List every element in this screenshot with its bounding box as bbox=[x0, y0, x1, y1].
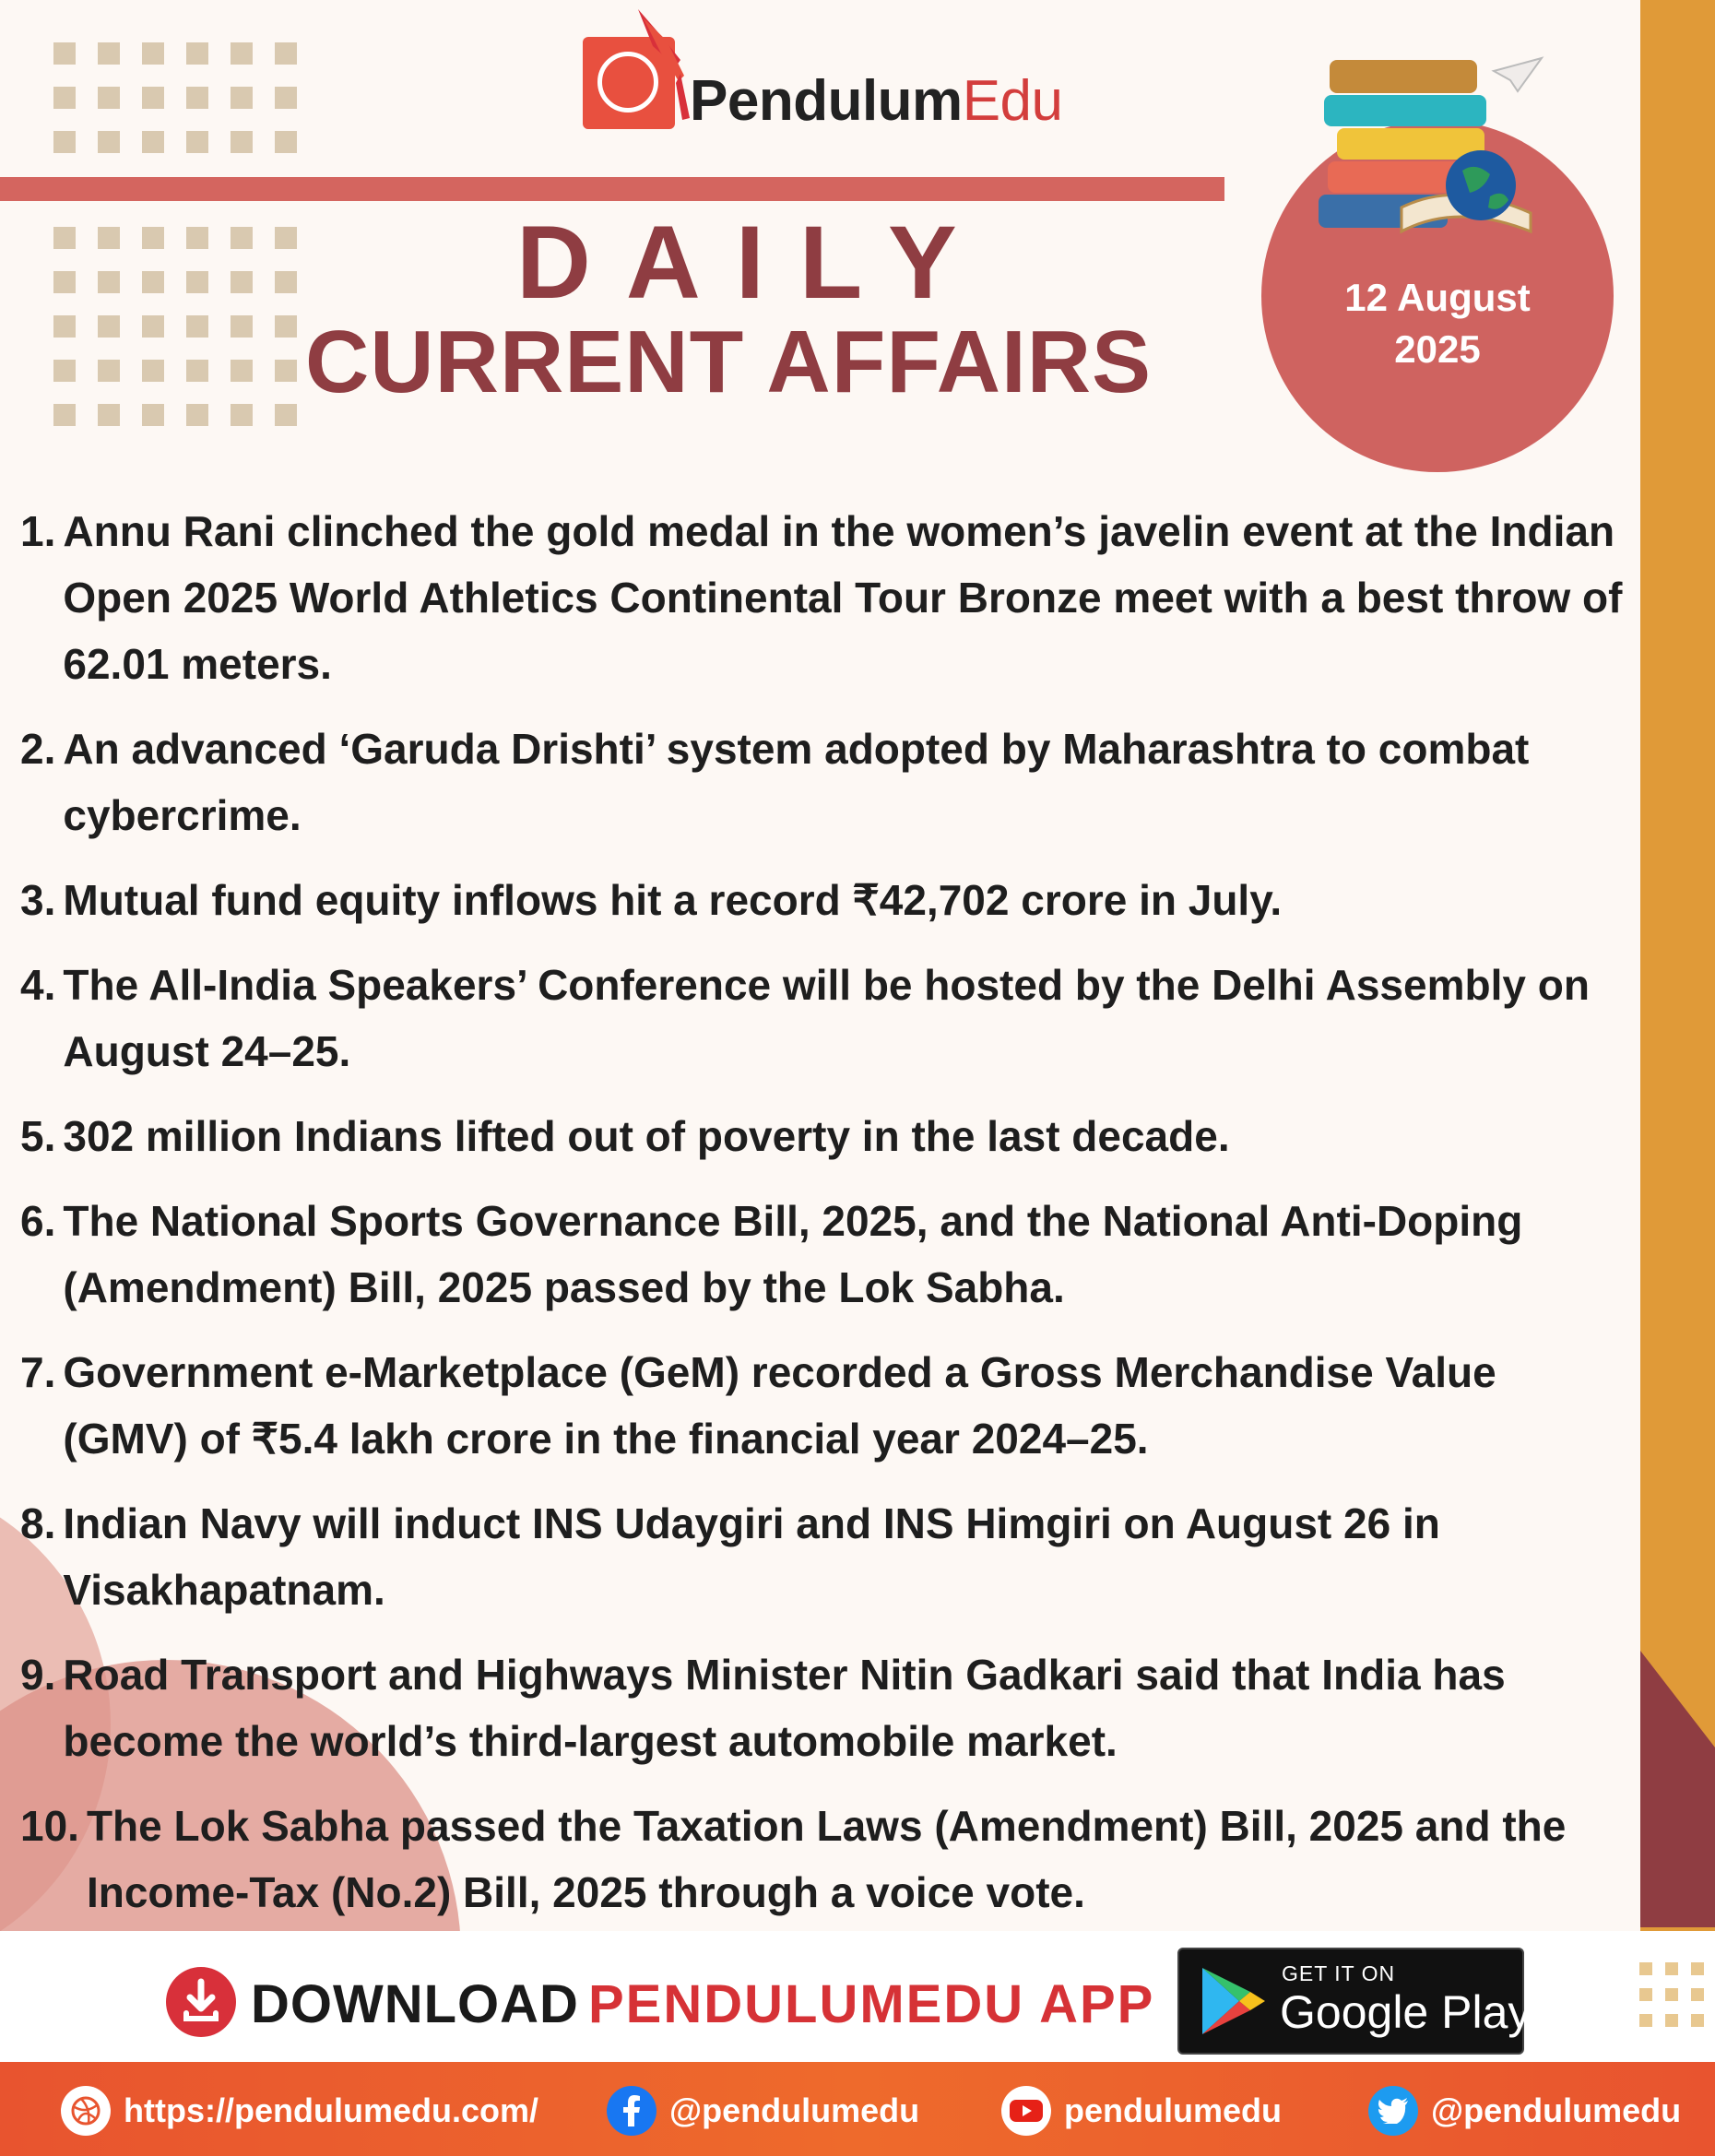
dot-grid bbox=[53, 227, 297, 426]
google-play-big-text: Google Play bbox=[1280, 1986, 1532, 2038]
item-number: 4. bbox=[20, 961, 56, 1009]
item-text: Annu Rani clinched the gold medal in the women’s javelin event at the Indian Open 2025 World Athletics Continental Tour Bronze meet with a best throw of 62.01 meters. bbox=[63, 507, 1623, 688]
item-text: Government e-Marketplace (GeM) recorded a Gross Merchandise Value (GMV) of ₹5.4 lakh crore in the financial year 2024–25. bbox=[63, 1348, 1496, 1463]
item-number: 7. bbox=[20, 1348, 56, 1396]
twitter-bird-icon bbox=[1368, 2086, 1418, 2136]
list-item bbox=[20, 867, 1625, 933]
item-text: The National Sports Governance Bill, 2025, and the National Anti-Doping (Amendment) Bill, 2025 passed by the Lok Sabha. bbox=[63, 1197, 1523, 1311]
item-text: Indian Navy will induct INS Udaygiri and INS Himgiri on August 26 in Visakhapatnam. bbox=[63, 1499, 1440, 1614]
list-item bbox=[20, 1793, 1625, 1925]
twitter-link[interactable] bbox=[1368, 2086, 1681, 2136]
title-daily: DAILY bbox=[516, 205, 992, 320]
list-item bbox=[20, 1490, 1625, 1623]
header-rule bbox=[0, 177, 1224, 201]
download-label: DOWNLOAD bbox=[251, 1974, 579, 2034]
item-text: The Lok Sabha passed the Taxation Laws (Amendment) Bill, 2025 and the Income-Tax (No.2) Bill, 2025 through a voice vote. bbox=[86, 1802, 1567, 1916]
item-number: 9. bbox=[20, 1651, 56, 1699]
list-item bbox=[20, 1103, 1625, 1169]
download-app-name[interactable]: PENDULUMEDU APP bbox=[588, 1974, 1155, 2034]
list-item bbox=[20, 498, 1625, 697]
list-item bbox=[20, 716, 1625, 848]
facebook-icon bbox=[607, 2086, 656, 2136]
youtube-link[interactable] bbox=[1001, 2086, 1282, 2136]
dot-grid bbox=[53, 42, 297, 153]
globe-icon bbox=[61, 2086, 111, 2136]
date-line-2: 2025 bbox=[1394, 327, 1481, 371]
facebook-link[interactable] bbox=[607, 2086, 919, 2136]
current-affairs-list bbox=[20, 498, 1625, 1944]
item-text: An advanced ‘Garuda Drishti’ system adopted by Maharashtra to combat cybercrime. bbox=[63, 725, 1530, 839]
youtube-handle: pendulumedu bbox=[1064, 2091, 1282, 2129]
google-play-small-text: GET IT ON bbox=[1282, 1961, 1396, 1985]
list-item bbox=[20, 1641, 1625, 1774]
books-globe-icon bbox=[1300, 51, 1577, 263]
dot-grid bbox=[1639, 1962, 1704, 2027]
facebook-handle: @pendulumedu bbox=[669, 2091, 920, 2129]
list-item bbox=[20, 1339, 1625, 1472]
google-play-icon bbox=[1197, 1964, 1269, 2038]
item-number: 10. bbox=[20, 1802, 79, 1850]
graduation-cap-icon bbox=[625, 9, 690, 120]
list-item bbox=[20, 1188, 1625, 1321]
item-text: Mutual fund equity inflows hit a record ₹42,702 crore in July. bbox=[63, 876, 1283, 924]
download-icon[interactable] bbox=[166, 1967, 236, 2037]
item-text: Road Transport and Highways Minister Nitin Gadkari said that India has become the world’s third-largest automobile market. bbox=[63, 1651, 1506, 1765]
twitter-handle: @pendulumedu bbox=[1431, 2091, 1682, 2129]
item-number: 2. bbox=[20, 725, 56, 773]
item-number: 5. bbox=[20, 1112, 56, 1160]
brand-name: PendulumEdu bbox=[690, 69, 1063, 133]
date-line-1: 12 August bbox=[1344, 276, 1531, 319]
title-current-affairs: CURRENT AFFAIRS bbox=[304, 313, 1153, 411]
youtube-icon bbox=[1001, 2086, 1051, 2136]
date-text bbox=[1261, 272, 1614, 375]
website-url: https://pendulumedu.com/ bbox=[124, 2091, 538, 2129]
item-text: The All-India Speakers’ Conference will be hosted by the Delhi Assembly on August 24–25. bbox=[63, 961, 1590, 1075]
item-number: 3. bbox=[20, 876, 56, 924]
item-number: 6. bbox=[20, 1197, 56, 1245]
item-text: 302 million Indians lifted out of poverty in the last decade. bbox=[63, 1112, 1230, 1160]
item-number: 1. bbox=[20, 507, 56, 555]
item-number: 8. bbox=[20, 1499, 56, 1547]
brand-logo bbox=[581, 9, 1097, 138]
website-link[interactable] bbox=[61, 2086, 538, 2136]
list-item bbox=[20, 952, 1625, 1084]
